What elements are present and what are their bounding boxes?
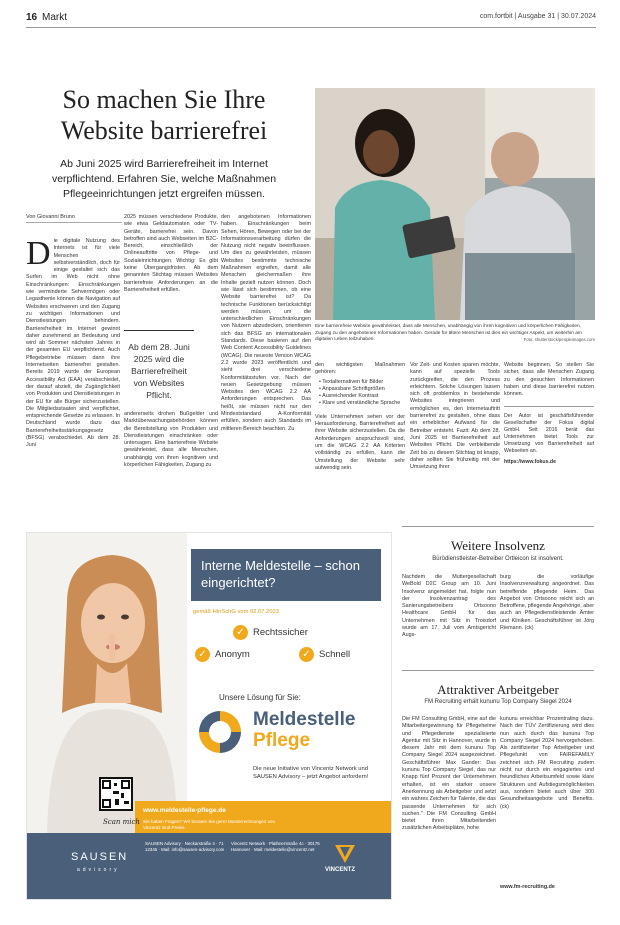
vincentz-logo-text: VINCENTZ: [325, 867, 355, 873]
meldestelle-logo-icon: [195, 707, 245, 757]
article-photo: [315, 88, 595, 320]
byline: Von Giovanni Bruno: [26, 214, 122, 223]
sausen-logo-sub: advisory: [77, 867, 120, 873]
author-link[interactable]: https://www.fokus.de: [504, 459, 556, 466]
measures-list: [319, 379, 405, 408]
article-column-3: den angebotenen Informationen haben. Einschränkungen beim Sehen, Hören, Bewegen oder bei der Informationsverarbeitung dürfen die Nutzung nicht negativ beeinflussen. Um dies zu gewährleisten, müssen Websites bestimmte technische Maßnahmen ergreifen, damit alle Menschen gleichermaßen ihre Inhalte gezielt nutzen können. Doch wie lässt sich bestimmen, ob eine Website barrierefrei ist? Da technische Funktionen berücksichtigt werden müssen, um die unterschiedlichen Einschränkungen von Nutzern abzudecken, orientieren sich das BFSG an internationalen Standards. Diese basieren auf den Web Content Accessibility Guidelines (WCAG). Die neueste Version WCAG 2.2 wurde 2023 veröffentlicht und sieht drei verschiedene Konformitätsstufen vor. Nach der neuen Gesetzgebung müssen Websites den WCAG 2.2 AA Anforderungen entsprechen. Das heißt, sie müssen nicht nur den Mindeststandard A-Konformität erfüllen, sondern auch Standards im mittleren Bereich beachten. Zu: [221, 214, 311, 432]
column-2-text-bottom: andererseits drohen Bußgelder und Marktüberwachungsbehörden können die Bereitstellung von Produkten und Dienstleistungen einschränken oder untersagen. Eine barrierefreie Website gewährleistet, dass alle Menschen, unabhängig von ihren kognitiven und körperlichen Fähigkeiten, Zugang zu: [124, 411, 218, 469]
ad-title-banner: Interne Meldestelle – schon eingerichtet?: [191, 549, 381, 601]
photo-caption: [315, 324, 595, 344]
brand-meldestelle: Meldestelle: [253, 709, 356, 730]
employer-subtitle: FM Recruiting erhält kununu Top Company Siegel 2024: [424, 699, 572, 705]
employer-text-col-2: kununu erreichbar Prozentrating dazu. Nach der TÜV Zertifizierung wird dies nun auch durch das kununu Top Company Siegel 2024 hervorgehoben. Als zertifizierter Top Arbeitgeber und Pflegefunkt von FAIREFAMILY zeichnet sich FM Recruiting zudem nicht nur durch ein engagiertes und freundliches Arbeitsumfeld sowie klare Strukturen und Aufstiegsmöglichkeiten aus, sondern bietet auch über 300 Gesundheitsangebote und Benefits. (ck): [500, 716, 594, 810]
qr-pattern: [101, 779, 131, 809]
page-header: [26, 12, 596, 28]
photo-credit: Foto: shutterstock/peopleimages.com: [523, 337, 595, 342]
feature-rechtssicher: Rechtssicher: [253, 627, 308, 638]
section-name: Markt: [42, 12, 67, 23]
vincentz-address: Vincentz Network · Plathnerstraße 4c · 30175 Hannover · Mail: meldestelle@vincentz.net: [231, 841, 320, 852]
employer-link[interactable]: www.fm-recruiting.de: [500, 884, 555, 890]
publication-info: com.fortbit | Ausgabe 31 | 30.07.2024: [479, 13, 596, 20]
vincentz-logo-icon: [333, 841, 357, 865]
column-1-text: ie digitale Nutzung des Internets ist für viele Menschen selbstverständlich, doch für einige gestaltet sich das Surfen im Web nicht ohne Einschränkungen: Einschränkungen wie verminderte Sehvermögen oder Legasthenie können die Navigation auf Websites erschweren und den Zugang zu wichtigen Informationen und Dienstleistungen behindern. Barrierefreiheit im Internet gewinnt daher zunehmend an Bedeutung und wird ab Sommer nächsten Jahres in der gesamten EU verpflichtend. Auch Pflegebetriebe müssen dann ihre Internetseiten barrierefrei gestalten. Bereits 2019 wurde der European Accessibility Act (EAA) verabschiedet, der darauf abzielt, die Zugänglichkeit von Produkten und Dienstleistungen in der EU für alle Bürger sicherzustellen. Die Mitgliedsstaaten sind verpflichtet, entsprechende Gesetze zu erlassen. In Deutschland wurde dazu das Barrierefreiheitsstärkungsgesetz (BFSG) verabschiedet. Ab dem 28. Juni: [26, 238, 120, 449]
headline-line-2: Website barrierefrei: [60, 116, 268, 145]
sausen-logo: SAUSEN: [71, 851, 129, 863]
advertisement-meldestelle[interactable]: [26, 532, 392, 900]
list-item: • Ausreichender Kontrast: [319, 393, 379, 400]
feature-schnell: Schnell: [319, 649, 351, 660]
feature-anonym: Anonym: [215, 649, 250, 660]
divider: [402, 670, 594, 671]
employer-text-col-1: Die FM Consulting GmbH, eine auf die Mitarbeitergewinnung für Pflegeheime und Pflegedienste spezialisierte Agentur mit Sitz in Hannover, wurde in diesem Jahr mit dem kununu Top Company Siegel 2024 ausgezeichnet. Geschäftsführer Max Gander: Das kununu Top Company Siegel, das nur Knapp fünf Prozent der Unternehmen erhalten, ist ein starker unsere Anerkennung als Arbeitgeber und setzt ein wahres Zeichen für Talente, die das passende Unternehmen für sich suchen." Die FM Consulting GmbH bietet ihren Mitarbeitenden zusätzlichen Arbeitsplätze, hohe: [402, 716, 496, 832]
pull-quote: Ab dem 28. Juni 2025 wird die Barrierefreiheit von Websites Pflicht.: [124, 330, 194, 401]
article-column-4: [315, 362, 405, 520]
article-column-2: [124, 214, 218, 519]
article-column-6: [504, 362, 594, 520]
checkmark-icon: ✓: [299, 647, 314, 662]
qr-code-icon[interactable]: [99, 777, 133, 811]
column-4-text: Viele Unternehmen sehen vor der Herausforderung, Barrierefreiheit auf ihrer Website sicherzustellen. Da die Anforderungen anspruchsvoll sind, um die WCAG 2.2 AA Kriterien vollständig zu erfüllen, kann die Umstellung der Website sehr aufwendig sein.: [315, 413, 405, 471]
column-6-text: Website beginnen. So stellen Sie sicher, dass alle Menschen Zugang zu den gesuchten Informationen haben und diese barrierefrei nutzen können.: [504, 362, 594, 398]
list-item: • Klare und verständliche Sprache: [319, 400, 401, 407]
insolvency-text-col-2: burg die vorläufige Insolvenzverwaltung angeordnet. Das betreffende pflegende Heim. Das Angebot von Ortsoono reicht sich an Betroffene, pflegende Angehörige, aber auch an Pflegedienstleistende Ämter und Kliniken. Geschäftsführer ist Jörg Riemann. (ck): [500, 574, 594, 632]
ad-contact-note: Sie haben Fragen? Wir beraten Sie gern! Musterrechnungen von Vincentz sind Preise.: [143, 819, 276, 830]
column-4-intro: den wichtigsten Maßnahmen gehören:: [315, 362, 405, 376]
article-lead: Ab Juni 2025 wird Barrierefreiheit im Internet verpflichtend. Erfahren Sie, welche Maßnahmen Pflegeeinrichtungen jetzt ergreifen müssen.: [51, 158, 277, 200]
insolvency-subtitle: Bürödienstleister-Betreiber Ortleicon ist insolvent.: [432, 556, 564, 562]
ad-url-link[interactable]: www.meldestelle-pflege.de: [143, 807, 226, 814]
author-infobox: [504, 406, 594, 466]
article-column-1: [26, 238, 120, 520]
list-item: • Anpassbare Schriftgrößen: [319, 385, 385, 392]
scan-me-label: Scan mich: [103, 818, 140, 826]
list-item: • Textalternativen für Bilder: [319, 378, 384, 385]
page-number: 16: [26, 12, 38, 23]
column-2-text-top: 2025 müssen verschiedene Produkte, wie etwa Geldautomaten oder TV-Geräte, barrierefrei sein. Davon betroffen sind auch Webseiten im B2C-Bereich, einschließlich der Onlineauftritte von Pflege- und Sozialeinrichtungen. Wichtig: Es gibt keine Übergangsfristen. Ab dem genannten Stichtag müssen Websites barrierefreie Anforderungen an die Barrierefreiheit erfüllen.: [124, 214, 218, 293]
insolvency-text-col-1: Nachdem die Muttergesellschaft WeBold D2C Group am 10. Juni Insolvenz angemeldet hat, folgte nun der Insolvenzantrag des Sanierungsbetreibers Ortsoono Healthcare GmbH für das Unternehmen mit Sitz in Troisdorf wurde am 17. Juli vom Amtsgericht Augs-: [402, 574, 496, 639]
insolvency-headline: Weitere Insolvenz: [451, 538, 545, 553]
checkmark-icon: ✓: [195, 647, 210, 662]
brand-pflege: Pflege: [253, 730, 311, 751]
ad-solution-label: Unsere Lösung für Sie:: [219, 693, 301, 702]
author-info: Der Autor ist geschäftsführender Gesellschafter der Fokus digital GmbH. Seit 2016 berät das Unternehmen bietet Tools zur Umsetzung von Barrierefreiheit auf Webseiten an.: [504, 413, 594, 455]
headline-line-1: So machen Sie Ihre: [62, 85, 266, 114]
article-headline: [26, 84, 302, 146]
checkmark-icon: ✓: [233, 625, 248, 640]
ad-initiative-text: Die neue Initiative von Vincentz Network und SAUSEN Advisory – jetzt Angebot anfordern!: [253, 766, 369, 780]
caption-text: Eine barrierefreie Website gewährleistet, dass alle Menschen, unabhängig von ihren kognitiven und körperlichen Fähigkeiten, Zugang zu den angebotenen Informationen haben. Gerade für ältere Menschen ist dies ein wichtiger Aspekt, um weiterhin am digitalen Leben teilzuhaben.: [315, 324, 582, 342]
drop-cap: D: [26, 238, 51, 272]
sausen-address: SAUSEN Advisory · Neckarstraße 4 · 71 12345 · Mail: info@sausen-advisory.com: [145, 841, 225, 852]
divider: [402, 526, 594, 527]
article-column-5: Vor Zeit- und Kosten sparen möchte, kann auf spezielle Tools zurückgreifen, die den Prozess erleichtern. Solche Lösungen lassen sich oft problemlos in bestehende Websites integrieren und ermöglichen es, den Internetauftritt barrierefrei zu gestalten, ohne dass ein erheblicher Aufwand für die Betreiber entsteht. Fazit: Ab dem 28. Juni 2025 ist Barrierefreiheit auf Websites Pflicht. Die verbleibende Zeit bis zu diesem Stichtag ist knapp, daher sollten Sie frühzeitig mit der Umsetzung ihrer: [410, 362, 500, 471]
nurse-and-senior-illustration: [315, 88, 595, 320]
employer-headline: Attraktiver Arbeitgeber: [437, 682, 559, 697]
ad-law-reference: gemäß HinSchG vom 02.07.2023: [193, 609, 280, 615]
